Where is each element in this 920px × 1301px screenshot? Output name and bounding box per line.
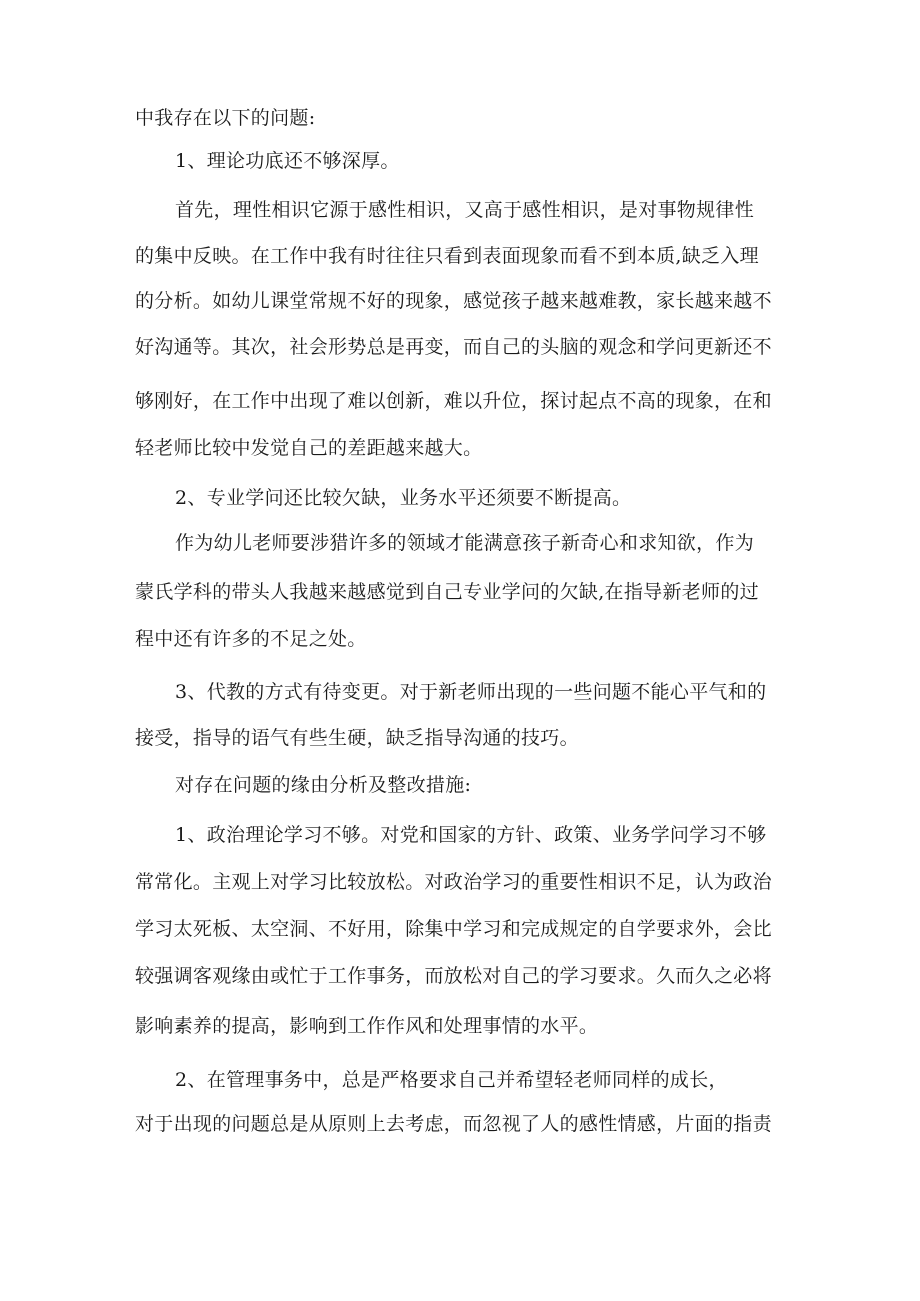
- text-line: 轻老师比较中发觉自己的差距越来越大。: [135, 437, 483, 459]
- text-line: 2、在管理事务中，总是严格要求自己并希望轻老师同样的成长，: [175, 1069, 728, 1091]
- text-line: 首先，理性相识它源于感性相识，又高于感性相识，是对事物规律性: [175, 199, 755, 221]
- text-line: 的集中反映。在工作中我有时往往只看到表面现象而看不到本质,缺乏入理: [135, 245, 759, 267]
- text-line: 蒙氏学科的带头人我越来越感觉到自己专业学问的欠缺,在指导新老师的过: [135, 581, 759, 603]
- text-line: 的分析。如幼儿课堂常规不好的现象，感觉孩子越来越难教，家长越来越不: [135, 290, 772, 312]
- text-line: 影响素养的提高，影响到工作作风和处理事情的水平。: [135, 1015, 599, 1037]
- text-line: 较强调客观缘由或忙于工作事务，而放松对自己的学习要求。久而久之必将: [135, 965, 772, 987]
- text-line: 好沟通等。其次，社会形势总是再变，而自己的头脑的观念和学问更新还不: [135, 336, 772, 358]
- text-line: 常常化。主观上对学习比较放松。对政治学习的重要性相识不足，认为政治: [135, 871, 772, 893]
- text-line: 对存在问题的缘由分析及整改措施:: [175, 774, 472, 796]
- text-line: 中我存在以下的问题:: [135, 107, 316, 129]
- text-line: 够刚好，在工作中出现了难以创新，难以升位，探讨起点不高的现象，在和: [135, 390, 772, 412]
- text-line: 1、理论功底还不够深厚。: [175, 150, 400, 172]
- text-line: 对于出现的问题总是从原则上去考虑，而忽视了人的感性情感，片面的指责: [135, 1113, 772, 1135]
- text-line: 学习太死板、太空洞、不好用，除集中学习和完成规定的自学要求外，会比: [135, 918, 772, 940]
- text-line: 接受，指导的语气有些生硬，缺乏指导沟通的技巧。: [135, 727, 579, 749]
- text-line: 1、政治理论学习不够。对党和国家的方针、政策、业务学问学习不够: [175, 824, 767, 846]
- text-line: 作为幼儿老师要涉猎许多的领域才能满意孩子新奇心和求知欲，作为: [175, 532, 755, 554]
- text-line: 2、专业学问还比较欠缺，业务水平还须要不断提高。: [175, 487, 632, 509]
- text-line: 程中还有许多的不足之处。: [135, 628, 367, 650]
- text-line: 3、代教的方式有待变更。对于新老师出现的一些问题不能心平气和的: [175, 681, 767, 703]
